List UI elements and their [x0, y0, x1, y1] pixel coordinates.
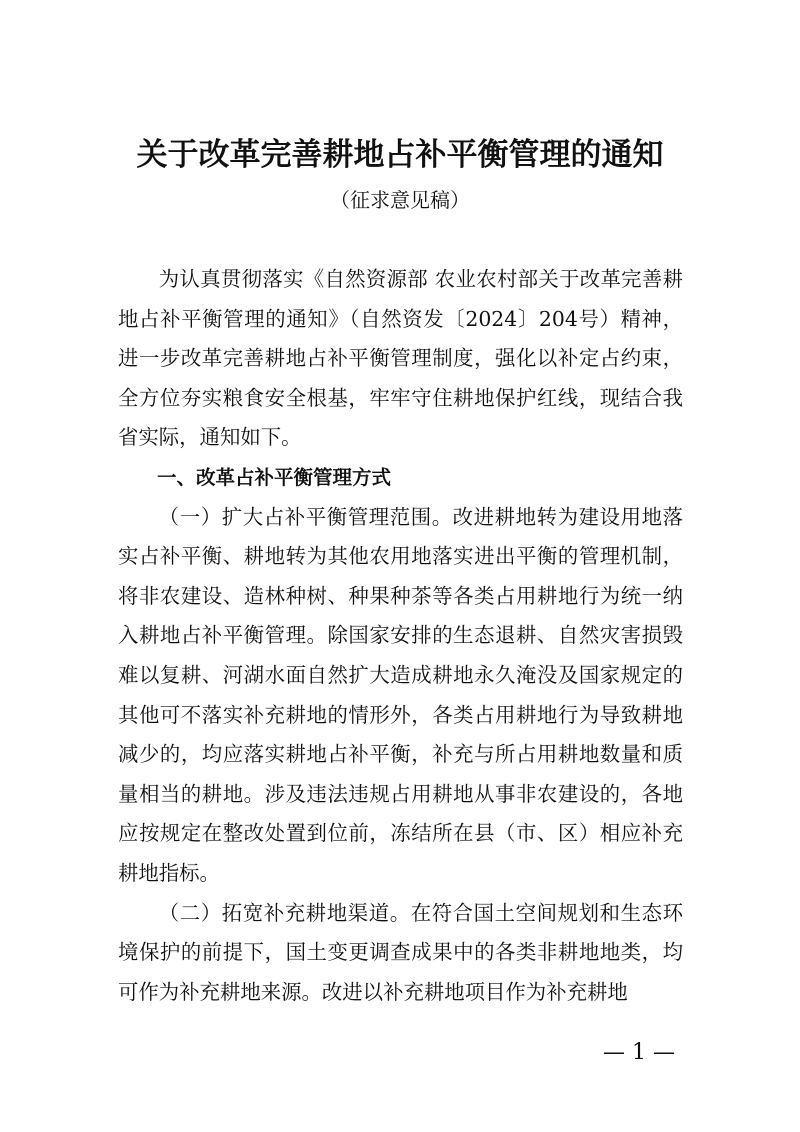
page-number: — 1 — — [603, 1040, 675, 1065]
paragraph-item-2: （二）拓宽补充耕地渠道。在符合国土空间规划和生态环境保护的前提下，国土变更调查成果中的各类非耕地地类，均可作为补充耕地来源。改进以补充耕地项目作为补充耕地 — [118, 900, 683, 1004]
paragraph-item-1: （一）扩大占补平衡管理范围。改进耕地转为建设用地落实占补平衡、耕地转为其他农用地落实进出平衡的管理机制，将非农建设、造林种树、种果种茶等各类占用耕地行为统一纳入耕地占补平衡管理。除国家安排的生态退耕、自然灾害损毁难以复耕、河湖水面自然扩大造成耕地永久淹没及国家规定的其他可不落实补充耕地的情形外，各类占用耕地行为导致耕地减少的，均应落实耕地占补平衡，补充与所占用耕地数量和质量相当的耕地。涉及违法违规占用耕地从事非农建设的，各地应按规定在整改处置到位前，冻结所在县（市、区）相应补充耕地指标。 — [118, 504, 683, 885]
section-heading-1: 一、改革占补平衡管理方式 — [157, 465, 392, 489]
intro-paragraph: 为认真贯彻落实《自然资源部 农业农村部关于改革完善耕地占补平衡管理的通知》（自然资发〔2024〕204号）精神，进一步改革完善耕地占补平衡管理制度，强化以补定占约束，全方位夯实粮食安全根基，牢牢守住耕地保护红线，现结合我省实际，通知如下。 — [118, 267, 683, 450]
document-title: 关于改革完善耕地占补平衡管理的通知 — [136, 137, 664, 173]
document-body — [118, 260, 683, 1012]
document-subtitle: （征求意见稿） — [330, 188, 470, 212]
